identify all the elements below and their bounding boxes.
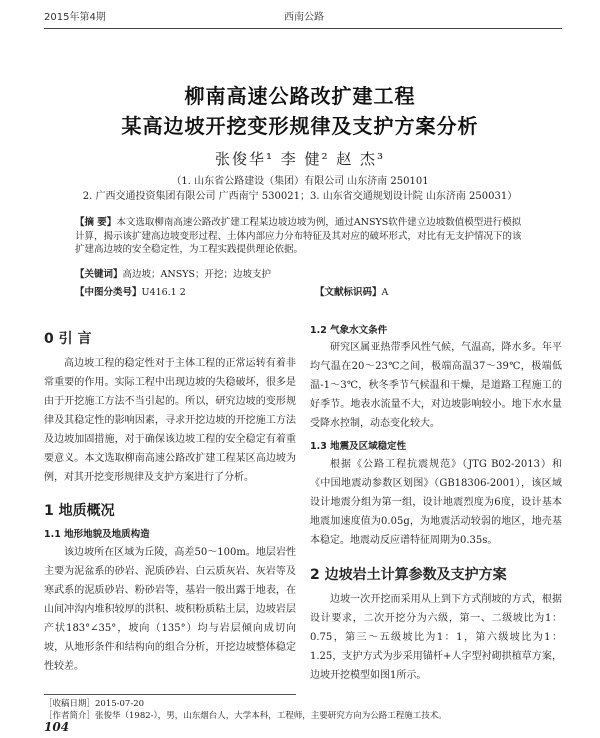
author-bio: ［作者简介］张俊华（1982-），男，山东烟台人，大学本科，工程师，主要研究方向为公路工程施工技术。	[44, 711, 447, 721]
journal-name: 西南公路	[284, 12, 324, 23]
doc-code-value: A	[381, 287, 389, 298]
authors: 张俊华¹ 李 健² 赵 杰³	[214, 150, 386, 168]
page-number: 104	[44, 720, 70, 734]
title-line-2: 某高边坡开挖变形规律及支护方案分析	[121, 114, 479, 138]
classification-label: 【中图分类号】	[75, 287, 142, 298]
abstract-text: 本文选取柳南高速公路改扩建工程某边坡边坡为例，通过ANSYS软件建立边坡数值模型进行模拟计算，揭示该扩建高边坡变形过程、土体内部应力分布特征及其对应的破坏形式，对比有无支护情况下的该扩建高边坡的安全稳定性，为工程实践提供理论依据。	[75, 217, 522, 255]
abstract	[75, 216, 530, 257]
footnote-rule	[44, 694, 296, 695]
subsection-1-1-title: 1.1 地形地貌及地质构造	[44, 529, 150, 540]
received-date: ［收稿日期］2015-07-20	[44, 699, 145, 709]
affiliation-line-2: 2. 广西交通投资集团有限公司 广西南宁 530021；3. 山东省交通规划设计院 山东济南 250031）	[82, 191, 518, 202]
subsection-1-3-text: 根据《公路工程抗震规范》（JTG B02-2013）和《中国地震动参数区划图》（GB18306-2001），该区域设计地震分组为第一组，设计地震烈度为6度，设计基本地震加速度值为0.05g，为地震活动较弱的地区，地壳基本稳定。地震动反应谱特征周期为0.35s。	[310, 459, 562, 546]
abstract-label: 【摘 要】	[75, 217, 117, 228]
section-2-title: 2 边坡岩土计算参数及支护方案	[310, 567, 507, 583]
subsection-1-3-title: 1.3 地震及区域稳定性	[310, 441, 407, 452]
affiliation-line-1: （1. 山东省公路建设（集团）有限公司 山东济南 250101	[171, 176, 429, 187]
issue-label: 2015年第4期	[44, 12, 106, 23]
section-0-title: 0 引 言	[44, 331, 92, 347]
document-code	[315, 284, 388, 298]
section-2-text: 边坡一次开挖而采用从上到下方式削坡的方式，根据设计要求，二次开挖分为六级，第一、二级坡比为1：0.75，第三～五级坡比为1：1，第六级坡比为1：1.25，支护方式为步采用锚杆+人字型衬砌拱植草方案，边坡开挖模型如图1所示。	[310, 594, 562, 681]
subsection-1-2-text: 研究区属亚热带季风性气候，气温高，降水多。年平均气温在20～23℃之间，极端高温37～39℃，极端低温-1～3℃，秋冬季节气候温和干燥，是道路工程施工的好季节。地表水流量不大，对边坡影响较小。地下水水量受降水控制，动态变化较大。	[310, 342, 562, 429]
section-0-text: 高边坡工程的稳定性对于主体工程的正常运转有着非常重要的作用。实际工程中出现边坡的失稳破坏，很多是由于开挖施工方法不当引起的。所以，研究边坡的变形规律及其稳定性的影响因素，寻求开挖边坡的开挖施工方法及边坡加固措施，对于确保该边坡工程的安全稳定有着重要意义。本文选取柳南高速公路改扩建工程某区高边坡为例，对其开挖变形规律及支护方案进行了分析。	[44, 358, 296, 483]
classification-value: U416.1 2	[141, 287, 186, 298]
header-rule	[44, 28, 562, 29]
subsection-1-2-title: 1.2 气象水文条件	[310, 325, 388, 336]
doc-code-label: 【文献标识码】	[315, 287, 382, 298]
keywords-label: 【关键词】	[75, 269, 123, 280]
title-line-1: 柳南高速公路改扩建工程	[184, 84, 416, 108]
classification-number	[75, 284, 186, 298]
keywords	[75, 268, 530, 282]
section-1-title: 1 地质概况	[44, 503, 115, 519]
keywords-text: 高边坡；ANSYS；开挖；边坡支护	[122, 269, 271, 280]
subsection-1-1-text: 该边坡所在区域为丘陵，高差50～100m。地层岩性主要为泥盆系的砂岩、泥质砂岩、白云质灰岩、灰岩等及寒武系的泥质砂岩、粉砂岩等，基岩一般出露于地表，在山间冲沟内堆积较厚的洪积、坡积粉质粘土层，边坡岩层产状183°∠35°，坡向（135°）均与岩层倾向成切向坡，从地形条件和结构向的组合分析，开挖边坡整体稳定性较差。	[44, 547, 296, 672]
